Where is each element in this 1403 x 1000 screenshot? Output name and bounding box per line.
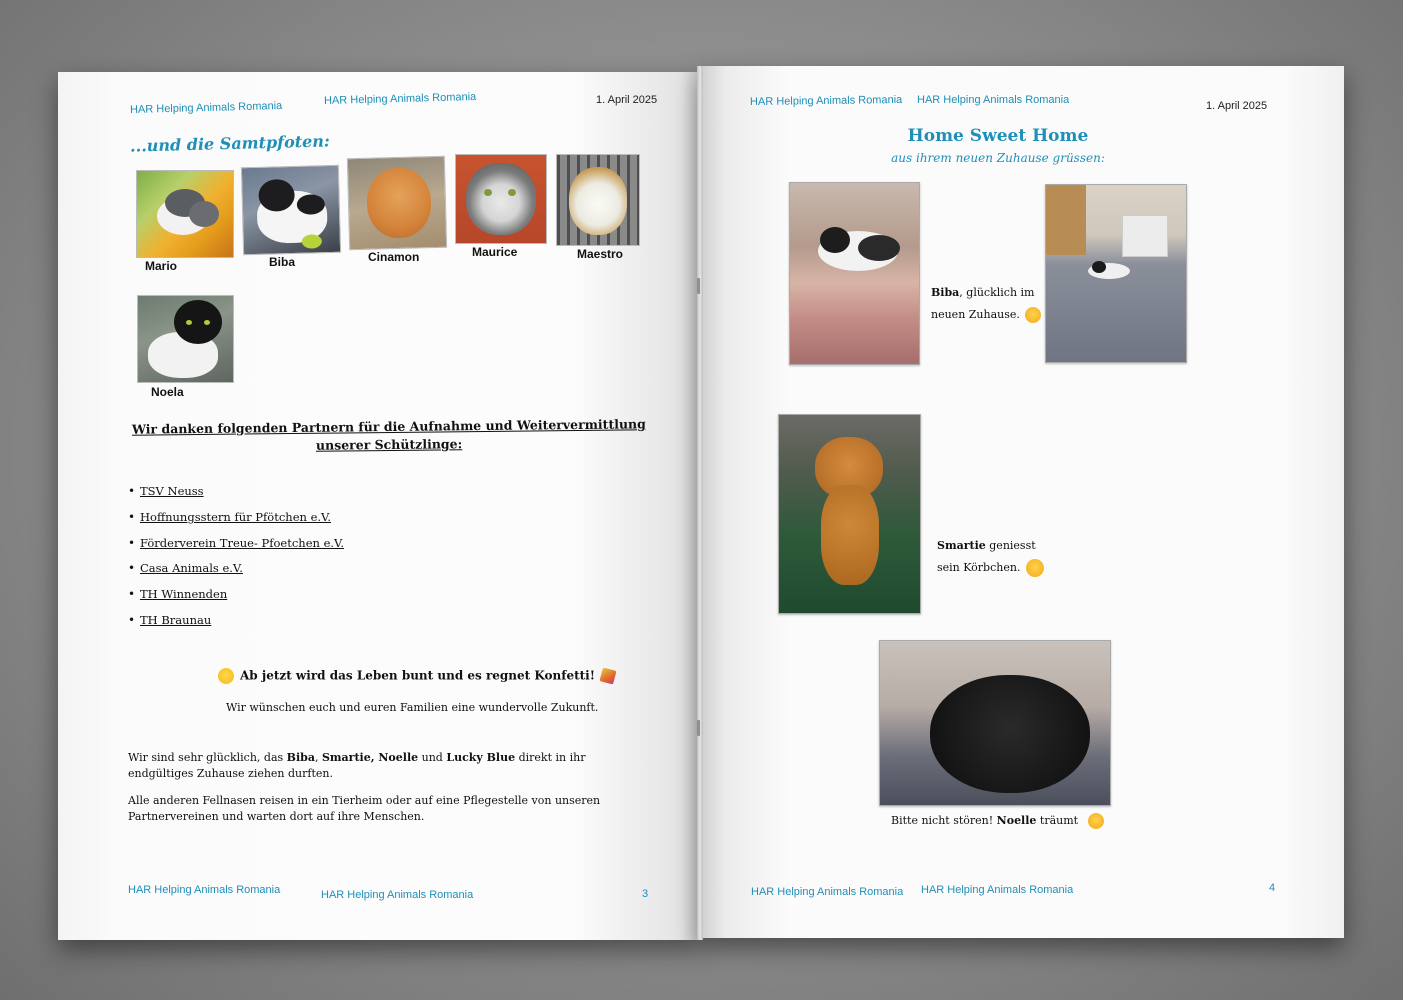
- cat-name: Cinamon: [368, 250, 420, 264]
- left-footer-1: HAR Helping Animals Romania: [128, 884, 281, 896]
- noelle-photo: [879, 640, 1111, 806]
- thanks-heading: Wir danken folgenden Partnern für die Aufnahme und Weitervermittlung unserer Schützlinge:: [131, 416, 646, 453]
- biba-caption: [931, 282, 1041, 326]
- biba-caption-name: Biba: [931, 286, 960, 299]
- konfetti-line: [218, 668, 615, 684]
- partner-link[interactable]: TH Braunau: [140, 612, 212, 627]
- partner-item: [128, 561, 344, 587]
- partner-link[interactable]: Hoffnungsstern für Pfötchen e.V.: [140, 509, 331, 524]
- cat-photo: [347, 156, 447, 251]
- partner-item: [128, 484, 344, 510]
- cat-name: Maestro: [577, 247, 624, 261]
- smartie-caption-text-1: geniesst: [985, 539, 1036, 552]
- biba-caption-text-2: neuen Zuhause.: [931, 308, 1020, 321]
- cat-card-noela: [137, 295, 233, 401]
- partner-list: [128, 484, 344, 639]
- smartie-caption-text-2: sein Körbchen.: [937, 561, 1021, 574]
- left-header-2: HAR Helping Animals Romania: [323, 91, 477, 107]
- cat-name: Biba: [269, 255, 296, 269]
- noelle-caption-text-1: Bitte nicht stören!: [891, 814, 997, 827]
- left-date: 1. April 2025: [596, 94, 658, 106]
- cat-photo: [136, 170, 234, 258]
- cat-photo: [137, 295, 234, 383]
- partner-item: [128, 536, 344, 562]
- cat-card-maestro: [556, 154, 640, 262]
- partner-item: [128, 613, 344, 639]
- wish-text: Wir wünschen euch und euren Familien eine wundervolle Zukunft.: [226, 701, 599, 714]
- noelle-caption-text-2: träumt: [1036, 814, 1079, 827]
- partner-link[interactable]: TSV Neuss: [140, 484, 204, 498]
- sleeping-face-icon: [1088, 813, 1104, 829]
- para-text: und: [418, 751, 447, 764]
- staple-bottom: [697, 720, 700, 736]
- biba-caption-text-1: , glücklich im: [959, 286, 1035, 299]
- cat-photo: [455, 154, 547, 244]
- para-text: direkt in ihr endgültiges Zuhause ziehen durften.: [128, 751, 586, 780]
- right-footer-2: HAR Helping Animals Romania: [921, 884, 1074, 896]
- partying-face-icon: [218, 668, 234, 684]
- partner-item: [128, 587, 344, 613]
- left-page-number: 3: [642, 888, 649, 900]
- smartie-caption-name: Smartie: [937, 539, 986, 552]
- right-date: 1. April 2025: [1206, 100, 1268, 112]
- partner-item: [128, 510, 344, 536]
- para-text: ,: [314, 751, 322, 764]
- cat-name: Noela: [151, 385, 184, 399]
- biba-bed-photo: [789, 182, 920, 365]
- para-text: Wir sind sehr glücklich, das: [128, 751, 287, 764]
- partner-link[interactable]: Förderverein Treue- Pfoetchen e.V.: [140, 535, 344, 550]
- right-header-1: HAR Helping Animals Romania: [749, 93, 903, 109]
- right-header-2: HAR Helping Animals Romania: [917, 94, 1070, 106]
- para-bold-name: Biba: [286, 751, 315, 764]
- cat-card-cinamon: [348, 157, 445, 265]
- paragraph-adopted: [128, 750, 648, 782]
- spine: [697, 66, 703, 940]
- home-sweet-home-title: Home Sweet Home: [907, 126, 1089, 146]
- section-title: ...und die Samtpfoten:: [129, 131, 331, 156]
- right-page-number: 4: [1269, 882, 1276, 894]
- para-bold-name: Smartie, Noelle: [321, 751, 419, 764]
- upside-down-face-icon: [1026, 559, 1044, 577]
- smartie-caption: [937, 535, 1044, 579]
- cat-name: Mario: [145, 259, 178, 273]
- para-bold-name: Lucky Blue: [446, 751, 516, 764]
- biba-room-photo: [1045, 184, 1187, 363]
- cat-photo: [556, 154, 640, 246]
- home-sweet-home-subtitle: aus ihrem neuen Zuhause grüssen:: [891, 151, 1105, 165]
- heart-eyes-cat-icon: [1025, 307, 1041, 323]
- cat-card-mario: [136, 170, 233, 273]
- right-footer-1: HAR Helping Animals Romania: [751, 886, 904, 898]
- staple-top: [697, 278, 700, 294]
- party-popper-icon: [599, 667, 616, 684]
- noelle-caption-name: Noelle: [996, 814, 1037, 827]
- left-footer-2: HAR Helping Animals Romania: [321, 889, 474, 901]
- cat-name: Maurice: [472, 245, 518, 259]
- cat-card-biba: [242, 166, 340, 269]
- konfetti-text: Ab jetzt wird das Leben bunt und es regnet Konfetti!: [240, 668, 595, 683]
- noelle-caption: [891, 810, 1104, 832]
- cat-card-maurice: [455, 154, 547, 262]
- paragraph-others: Alle anderen Fellnasen reisen in ein Tierheim oder auf eine Pflegestelle von unseren Partnervereinen und warten dort auf ihre Menschen.: [128, 794, 601, 823]
- smartie-photo: [778, 414, 921, 614]
- partner-link[interactable]: Casa Animals e.V.: [140, 561, 243, 576]
- left-header-1: HAR Helping Animals Romania: [129, 100, 283, 116]
- partner-link[interactable]: TH Winnenden: [140, 587, 228, 602]
- cat-photo: [241, 165, 341, 256]
